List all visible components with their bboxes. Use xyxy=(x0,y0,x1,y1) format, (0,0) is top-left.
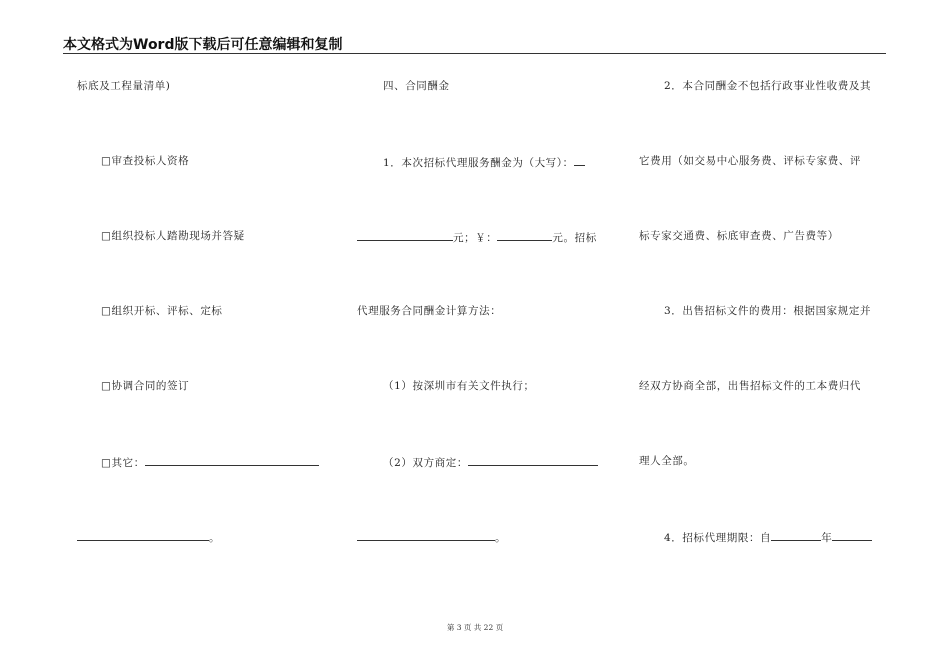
mutual-agreement-label: （2）双方商定： xyxy=(383,457,468,469)
blank-field xyxy=(77,530,209,541)
text-line: 经双方协商全部，出售招标文件的工本费归代 xyxy=(639,380,861,392)
text-line xyxy=(357,230,597,244)
text-line: 标底及工程量清单) xyxy=(77,80,171,92)
page-number: 第 3 页 共 22 页 xyxy=(446,623,504,632)
list-item: （1）按深圳市有关文件执行； xyxy=(383,380,535,392)
blank-field xyxy=(771,530,821,541)
blank-field xyxy=(357,530,495,541)
text-line: 代理服务合同酬金计算方法： xyxy=(357,305,502,317)
blank-field xyxy=(497,230,552,241)
other-label: □其它： xyxy=(101,457,145,469)
blank-field xyxy=(468,455,598,466)
text-line xyxy=(77,530,220,544)
header-divider xyxy=(63,53,886,54)
text-line: 3．出售招标文件的费用：根据国家规定并 xyxy=(664,305,872,317)
checkbox-item-qualification: □审查投标人资格 xyxy=(101,155,190,167)
text-line: 理人全部。 xyxy=(639,455,695,467)
checkbox-item-other xyxy=(101,455,319,469)
list-item xyxy=(383,455,598,469)
yuan-label-2: 元。招标 xyxy=(552,232,597,244)
blank-field xyxy=(832,530,872,541)
text-line xyxy=(383,155,585,169)
fee-amount-label: 1．本次招标代理服务酬金为（大写）： xyxy=(383,157,574,169)
period-mark: 。 xyxy=(495,532,507,544)
checkbox-item-site-visit: □组织投标人踏勘现场并答疑 xyxy=(101,230,245,242)
document-header-title: 本文格式为Word版下载后可任意编辑和复制 xyxy=(63,37,343,53)
text-line xyxy=(357,530,506,544)
blank-field xyxy=(574,155,585,166)
year-label: 年 xyxy=(821,532,833,544)
text-line: 它费用（如交易中心服务费、评标专家费、评 xyxy=(639,155,861,167)
checkbox-item-contract-signing: □协调合同的签订 xyxy=(101,380,190,392)
text-line xyxy=(664,530,872,544)
text-line: 2．本合同酬金不包括行政事业性收费及其 xyxy=(664,80,872,92)
checkbox-item-bid-opening: □组织开标、评标、定标 xyxy=(101,305,223,317)
blank-field xyxy=(145,455,319,466)
blank-field xyxy=(357,230,453,241)
agency-period-label: 4．招标代理期限：自 xyxy=(664,532,772,544)
yuan-label: 元；￥： xyxy=(453,232,498,244)
period-mark: 。 xyxy=(209,532,221,544)
text-line: 标专家交通费、标底审查费、广告费等） xyxy=(639,230,839,242)
section-heading: 四、合同酬金 xyxy=(383,80,450,92)
